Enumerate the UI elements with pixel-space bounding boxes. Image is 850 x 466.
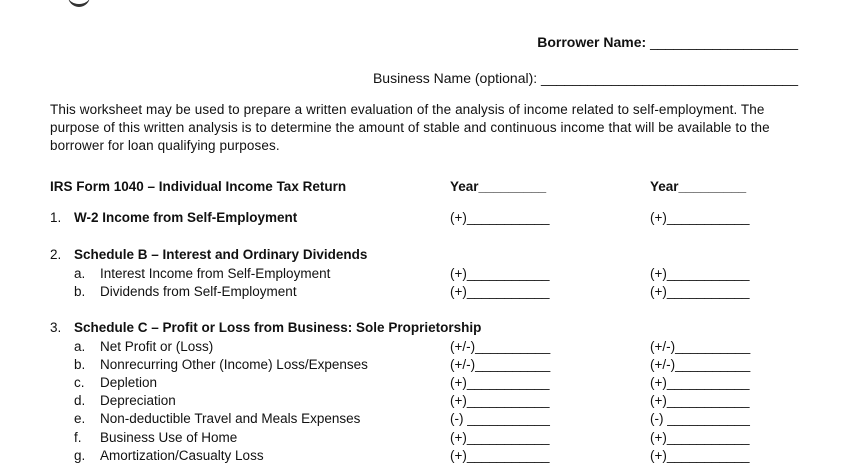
subitem-value-col1[interactable]: (+)___________: [450, 448, 550, 463]
subitem-value-col1[interactable]: (+/-)__________: [450, 357, 551, 372]
borrower-name-label: Borrower Name:: [537, 34, 647, 50]
business-name-field[interactable]: _________________________________: [541, 70, 798, 86]
subitem-text: Depreciation: [100, 393, 176, 408]
logo-fragment: [68, 0, 90, 7]
subitem-value-col2[interactable]: (+)___________: [650, 448, 750, 463]
item-title: Schedule B – Interest and Ordinary Dividends: [74, 247, 368, 262]
subitem-value-col1[interactable]: (-) ___________: [450, 411, 550, 426]
subitem-value-col1[interactable]: (+)___________: [450, 375, 550, 390]
item-number: 2.: [50, 247, 62, 262]
subitem-letter: f.: [74, 430, 82, 445]
subitem-letter: a.: [74, 266, 86, 281]
business-name-label: Business Name (optional):: [372, 70, 538, 86]
item-3-row: [0, 320, 850, 338]
intro-paragraph: This worksheet may be used to prepare a written evaluation of the analysis of income related to self-employment. The purpose of this written analysis is to determine the amount of stable and continuous income that will be available to the borrower for loan qualifying purposes.: [50, 102, 770, 153]
item-value-col2[interactable]: (+)___________: [650, 210, 750, 225]
subitem-value-col2[interactable]: (+/-)__________: [650, 339, 751, 354]
item-value-col1[interactable]: (+)___________: [450, 210, 550, 225]
subitem-letter: g.: [74, 448, 86, 463]
subitem-value-col2[interactable]: (+)___________: [650, 375, 750, 390]
borrower-name-field[interactable]: ___________________: [650, 34, 798, 50]
subitem-text: Net Profit or (Loss): [100, 339, 214, 354]
section-title: IRS Form 1040 – Individual Income Tax Return: [50, 179, 347, 194]
item-title: W-2 Income from Self-Employment: [74, 210, 298, 225]
subitem-value-col1[interactable]: (+/-)__________: [450, 339, 551, 354]
subitem-value-col2[interactable]: (-) ___________: [650, 411, 750, 426]
subitem-value-col2[interactable]: (+)___________: [650, 393, 750, 408]
subitem-text: Depletion: [100, 375, 158, 390]
subitem-letter: c.: [74, 375, 85, 390]
item-1-row: [0, 210, 850, 228]
borrower-name-row: [537, 34, 798, 50]
subitem-text: Dividends from Self-Employment: [100, 284, 297, 299]
item-number: 3.: [50, 320, 62, 335]
subitem-value-col1[interactable]: (+)___________: [450, 430, 550, 445]
subitem-value-col1[interactable]: (+)___________: [450, 284, 550, 299]
subitem-value-col2[interactable]: (+)___________: [650, 266, 750, 281]
subitem-row: [0, 266, 850, 284]
subitem-row: [0, 357, 850, 375]
item-title: Schedule C – Profit or Loss from Business: Sole Proprietorship: [74, 320, 482, 335]
subitem-letter: e.: [74, 411, 86, 426]
year-column-2[interactable]: Year_________: [650, 179, 747, 194]
subitem-letter: d.: [74, 393, 86, 408]
year-column-1[interactable]: Year_________: [450, 179, 547, 194]
item-number: 1.: [50, 210, 62, 225]
item-2-row: [0, 247, 850, 265]
subitem-letter: a.: [74, 339, 86, 354]
subitem-row: [0, 375, 850, 393]
subitem-text: Amortization/Casualty Loss: [100, 448, 264, 463]
subitem-text: Non-deductible Travel and Meals Expenses: [100, 411, 361, 426]
business-name-row: [373, 70, 798, 86]
subitem-row: [0, 339, 850, 357]
subitem-value-col1[interactable]: (+)___________: [450, 393, 550, 408]
subitem-text: Business Use of Home: [100, 430, 238, 445]
subitem-text: Interest Income from Self-Employment: [100, 266, 331, 281]
subitem-value-col2[interactable]: (+/-)__________: [650, 357, 751, 372]
subitem-row: [0, 448, 850, 466]
subitem-row: [0, 411, 850, 429]
subitem-row: [0, 284, 850, 302]
subitem-value-col2[interactable]: (+)___________: [650, 284, 750, 299]
subitem-text: Nonrecurring Other (Income) Loss/Expenses: [100, 357, 368, 372]
subitem-letter: b.: [74, 357, 86, 372]
subitem-row: [0, 393, 850, 411]
subitem-letter: b.: [74, 284, 86, 299]
subitem-row: [0, 430, 850, 448]
subitem-value-col1[interactable]: (+)___________: [450, 266, 550, 281]
subitem-value-col2[interactable]: (+)___________: [650, 430, 750, 445]
